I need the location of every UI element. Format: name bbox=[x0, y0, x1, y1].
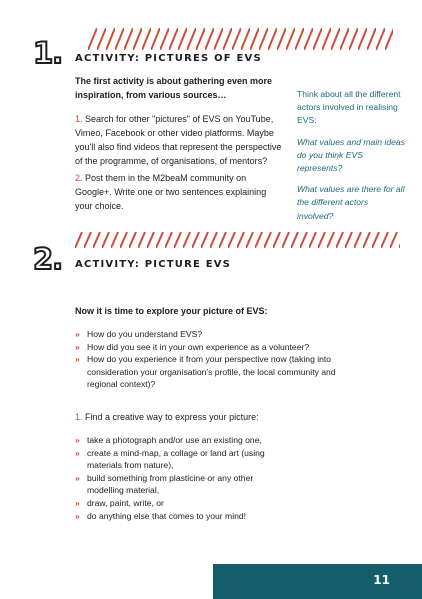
sidebar-question-1: What values and main ideas do you think EVS represents? bbox=[297, 136, 405, 174]
step-number: 1. bbox=[75, 412, 83, 422]
step-text: Find a creative way to express your picture: bbox=[85, 412, 259, 422]
hatch-stripes bbox=[75, 232, 400, 248]
page-number: 11 bbox=[373, 573, 390, 587]
sidebar-note bbox=[297, 88, 405, 223]
list-item: » build something from plasticine or any other modelling material, bbox=[75, 472, 254, 496]
section-number: 1. bbox=[33, 36, 63, 70]
list-item: » create a mind-map, a collage or land art (using materials from nature), bbox=[75, 447, 265, 471]
instruction-step-2 bbox=[75, 171, 285, 213]
activity-heading: ACTIVITY: PICTURE EVS bbox=[75, 259, 232, 270]
question-list bbox=[75, 328, 360, 391]
intro-text: The first activity is about gathering even more inspiration, from various sources… bbox=[75, 76, 273, 100]
bullet-marker: » bbox=[75, 354, 80, 365]
bullet-marker: » bbox=[75, 435, 80, 445]
section-number: 2. bbox=[33, 242, 63, 276]
list-item: » do anything else that comes to your mind! bbox=[75, 510, 247, 521]
bullet-marker: » bbox=[75, 341, 80, 352]
sidebar-intro: Think about all the different actors involved in realising EVS: bbox=[297, 89, 401, 126]
step-number: 2. bbox=[75, 173, 83, 183]
list-item: » How did you see it in your own experience as a volunteer? bbox=[75, 341, 310, 352]
bullet-marker: » bbox=[75, 447, 80, 458]
hatch-decoration bbox=[88, 28, 393, 50]
intro-text: Now it is time to explore your picture of EVS: bbox=[75, 306, 268, 316]
list-item: » draw, paint, write, or bbox=[75, 497, 164, 508]
bullet-marker: » bbox=[75, 497, 80, 508]
sidebar-question-2: What values are there for all the different actors involved? bbox=[297, 184, 405, 221]
list-item: » How do you understand EVS? bbox=[75, 329, 203, 339]
instruction-step-1 bbox=[75, 410, 375, 424]
option-list bbox=[75, 434, 290, 522]
hatch-decoration bbox=[75, 232, 400, 248]
list-item: » take a photograph and/or use an existing one, bbox=[75, 435, 262, 445]
step-text: Search for other "pictures" of EVS on YouTube, Vimeo, Facebook or other video platforms. Maybe you'll also find videos that represent the perspective of the programme, of organisations, of mentors? bbox=[75, 114, 282, 166]
hatch-stripes bbox=[88, 28, 393, 50]
bullet-marker: » bbox=[75, 472, 80, 483]
list-item: » How do you experience it from your perspective now (taking into consideration your organisation's profile, the local community and regional context)? bbox=[75, 354, 336, 390]
bullet-marker: » bbox=[75, 510, 80, 521]
instruction-step-1 bbox=[75, 112, 285, 168]
bullet-marker: » bbox=[75, 329, 80, 339]
activity-heading: ACTIVITY: PICTURES OF EVS bbox=[75, 53, 262, 64]
step-text: Post them in the M2beaM community on Google+. Write one or two sentences explaining your choice. bbox=[75, 173, 267, 211]
step-number: 1. bbox=[75, 114, 83, 124]
footer-bar bbox=[213, 564, 422, 599]
